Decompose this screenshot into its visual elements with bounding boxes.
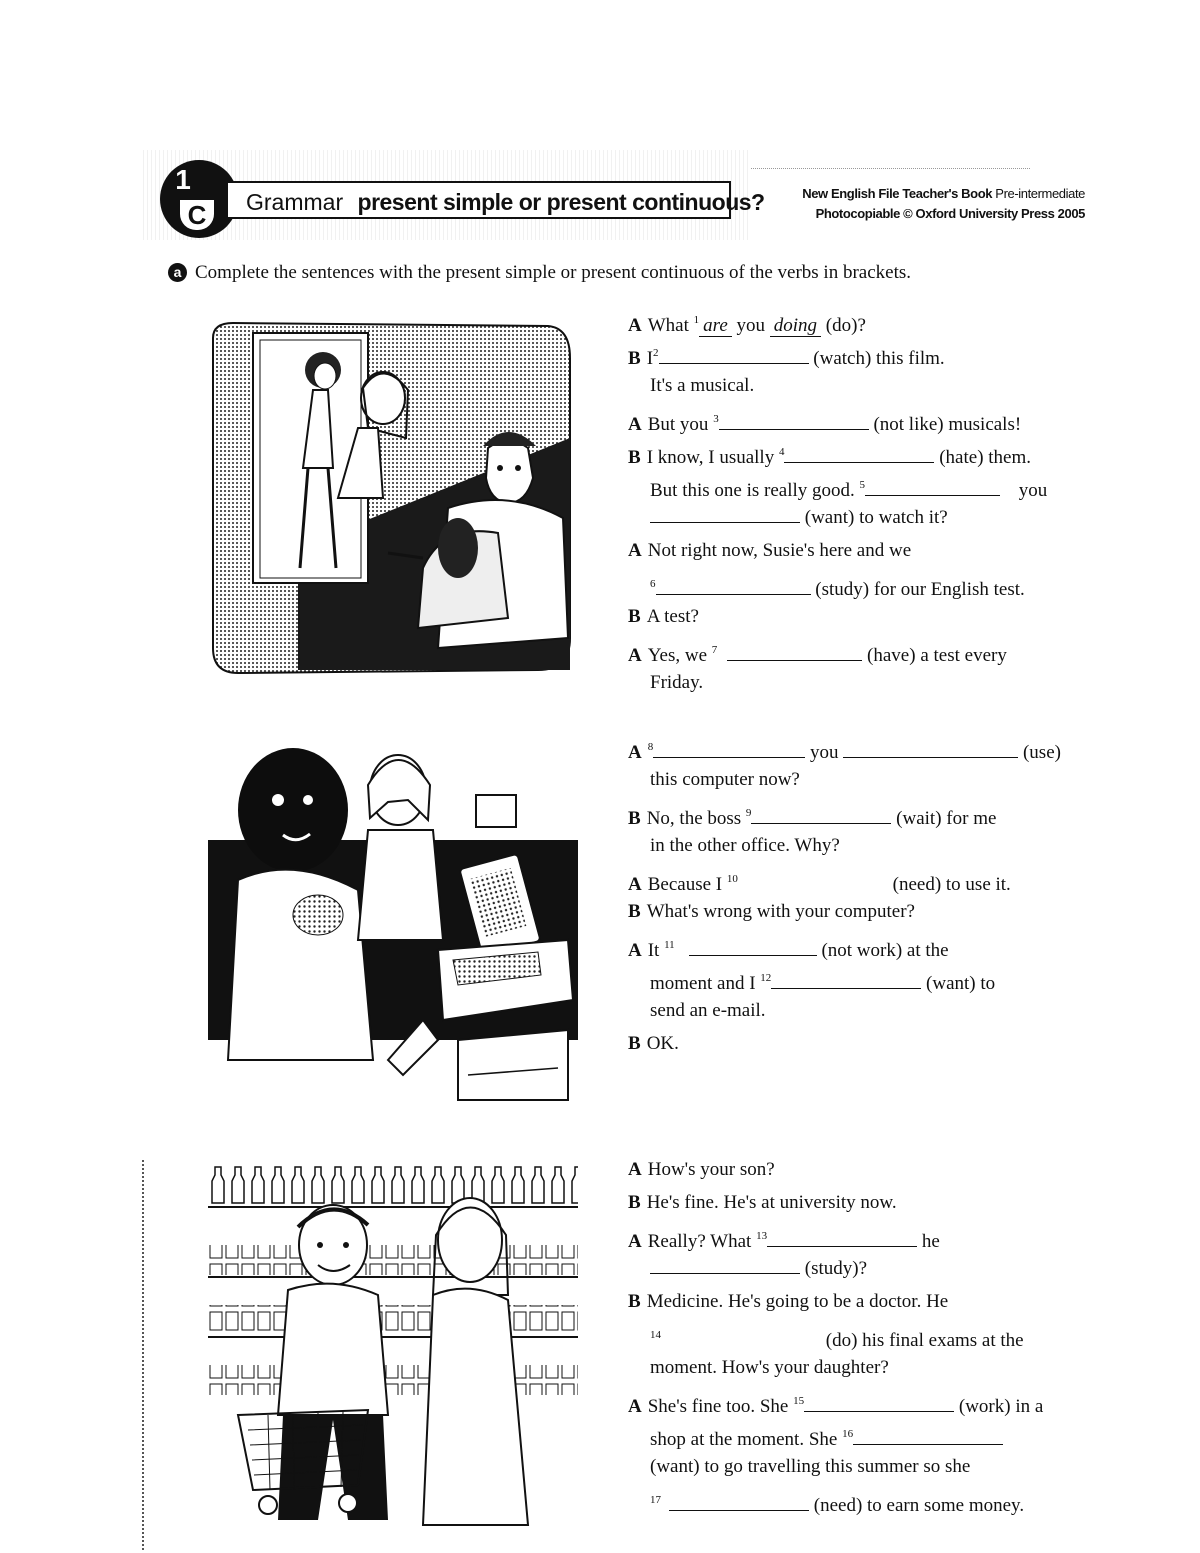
dialogue3-line-6 bbox=[650, 1323, 1024, 1353]
line-text: But you bbox=[647, 414, 709, 435]
answer-blank-13b[interactable] bbox=[650, 1257, 800, 1274]
speaker-label: A bbox=[628, 645, 642, 666]
speaker-label: A bbox=[628, 1396, 642, 1417]
credit-line-1 bbox=[745, 186, 1085, 201]
item-number: 15 bbox=[793, 1395, 805, 1407]
answer-blank-8b[interactable] bbox=[843, 741, 1018, 758]
speaker-label: B bbox=[628, 1033, 641, 1054]
title-text: present simple or present continuous? bbox=[357, 189, 765, 215]
speaker-label: A bbox=[628, 874, 642, 895]
verb-hint: (work) in a bbox=[958, 1396, 1044, 1417]
dialogue2-line-1 bbox=[628, 735, 1061, 765]
item-number: 14 bbox=[650, 1329, 661, 1341]
dialogue1-line-5 bbox=[628, 440, 1031, 470]
item-number: 8 bbox=[647, 741, 654, 753]
item-number: 13 bbox=[756, 1230, 768, 1242]
line-text: shop at the moment. She bbox=[650, 1429, 838, 1450]
verb-hint: (watch) this film. bbox=[813, 348, 945, 369]
answer-blank-5a[interactable] bbox=[865, 479, 1000, 496]
speaker-label: B bbox=[628, 808, 641, 829]
line-text: Yes, we bbox=[647, 645, 708, 666]
speaker-label: B bbox=[628, 1192, 641, 1213]
verb-hint: (do) his final exams at the bbox=[825, 1330, 1024, 1351]
dialogue3-line-5 bbox=[628, 1290, 948, 1314]
dialogue2-line-2: this computer now? bbox=[650, 769, 800, 790]
dialogue1-line-7 bbox=[650, 506, 948, 530]
instruction-text: Complete the sentences with the present simple or present continuous of the verbs in brackets. bbox=[195, 262, 912, 283]
exercise-instruction bbox=[168, 262, 911, 284]
line-text: What bbox=[647, 315, 689, 336]
answer-blank-17[interactable] bbox=[669, 1494, 809, 1511]
cartoon-living-room bbox=[208, 318, 578, 678]
example-answer-2: doing bbox=[770, 315, 821, 337]
dialogue1-line-12: Friday. bbox=[650, 672, 704, 693]
verb-hint: (need) to use it. bbox=[892, 874, 1011, 895]
line-text: How's your son? bbox=[647, 1159, 775, 1180]
verb-hint: (need) to earn some money. bbox=[813, 1495, 1025, 1516]
answer-blank-11[interactable] bbox=[689, 939, 817, 956]
line-text: She's fine too. She bbox=[647, 1396, 789, 1417]
line-text: Really? What bbox=[647, 1231, 752, 1252]
dialogue3-line-4 bbox=[650, 1257, 867, 1281]
dialogue1-line-1 bbox=[628, 308, 866, 338]
line-text: you bbox=[809, 742, 839, 763]
line-text: He's fine. He's at university now. bbox=[646, 1192, 897, 1213]
item-number: 7 bbox=[711, 644, 718, 656]
dialogue2-line-3 bbox=[628, 801, 996, 831]
verb-hint: (use) bbox=[1022, 742, 1061, 763]
verb-hint: (want) to watch it? bbox=[804, 507, 948, 528]
speaker-label: A bbox=[628, 540, 642, 561]
line-text: you bbox=[1018, 480, 1048, 501]
item-number: 2 bbox=[653, 347, 659, 359]
speaker-label: A bbox=[628, 1159, 642, 1180]
line-text: you bbox=[736, 315, 766, 336]
item-number: 5 bbox=[859, 479, 866, 491]
answer-blank-7[interactable] bbox=[727, 644, 862, 661]
dialogue1-line-10 bbox=[628, 605, 699, 629]
speaker-label: B bbox=[628, 348, 641, 369]
credit-line-2: Photocopiable © Oxford University Press 2005 bbox=[815, 206, 1085, 221]
line-text: I bbox=[646, 348, 654, 369]
item-number: 11 bbox=[664, 939, 675, 951]
line-text: No, the boss bbox=[646, 808, 742, 829]
dialogue3-line-9 bbox=[650, 1422, 1003, 1452]
speaker-label: A bbox=[628, 742, 642, 763]
margin-dotted-line bbox=[142, 1160, 146, 1550]
answer-blank-15[interactable] bbox=[804, 1395, 954, 1412]
answer-blank-6[interactable] bbox=[656, 578, 811, 595]
line-text: A test? bbox=[646, 606, 699, 627]
verb-hint: (do)? bbox=[825, 315, 866, 336]
verb-hint: (hate) them. bbox=[939, 447, 1032, 468]
dialogue1-line-8 bbox=[628, 539, 911, 563]
line-text: I know, I usually bbox=[646, 447, 775, 468]
line-text: Because I bbox=[647, 874, 723, 895]
living-room-illustration bbox=[208, 318, 578, 678]
unit-letter: C bbox=[180, 200, 214, 230]
dialogue3-line-10: (want) to go travelling this summer so she bbox=[650, 1456, 971, 1477]
cartoon-office bbox=[208, 740, 578, 1105]
dialogue2-line-10 bbox=[628, 1032, 679, 1056]
speaker-label: B bbox=[628, 1291, 641, 1312]
speaker-label: B bbox=[628, 606, 641, 627]
line-text: he bbox=[921, 1231, 940, 1252]
exercise-marker: a bbox=[168, 263, 187, 282]
line-text: But this one is really good. bbox=[650, 480, 855, 501]
verb-hint: (study)? bbox=[804, 1258, 868, 1279]
unit-badge bbox=[160, 160, 238, 238]
speaker-label: A bbox=[628, 940, 642, 961]
dialogue2-line-7 bbox=[628, 933, 949, 963]
speaker-label: A bbox=[628, 1231, 642, 1252]
grammar-label: Grammar bbox=[246, 189, 344, 215]
credit-level: Pre-intermediate bbox=[995, 186, 1085, 201]
dialogue3-line-1 bbox=[628, 1158, 775, 1182]
dialogue2-line-4: in the other office. Why? bbox=[650, 835, 840, 856]
cartoon-supermarket bbox=[208, 1165, 578, 1535]
dialogue3-line-2 bbox=[628, 1191, 897, 1215]
item-number: 3 bbox=[713, 413, 719, 425]
line-text: moment and I bbox=[650, 973, 756, 994]
answer-blank-5b[interactable] bbox=[650, 506, 800, 523]
item-number: 10 bbox=[726, 873, 738, 885]
dialogue3-line-3 bbox=[628, 1224, 940, 1254]
page-title bbox=[228, 181, 765, 219]
credit-book-title: New English File Teacher's Book bbox=[802, 186, 993, 201]
verb-hint: (want) to bbox=[926, 973, 996, 994]
answer-blank-9[interactable] bbox=[751, 807, 891, 824]
dialogue1-line-4 bbox=[628, 407, 1021, 437]
line-text: It bbox=[647, 940, 660, 961]
item-number: 1 bbox=[693, 314, 700, 326]
dialogue1-line-3: It's a musical. bbox=[650, 375, 755, 396]
unit-number: 1 bbox=[175, 164, 191, 195]
dialogue3-line-7: moment. How's your daughter? bbox=[650, 1357, 889, 1378]
dialogue3-line-11 bbox=[650, 1488, 1024, 1518]
supermarket-illustration bbox=[208, 1165, 578, 1535]
dialogue2-line-9: send an e-mail. bbox=[650, 1000, 766, 1021]
dialogue1-line-2 bbox=[628, 341, 945, 371]
speaker-label: B bbox=[628, 447, 641, 468]
item-number: 9 bbox=[745, 807, 752, 819]
verb-hint: (have) a test every bbox=[867, 645, 1007, 666]
dialogue2-line-5 bbox=[628, 867, 1011, 897]
line-text: What's wrong with your computer? bbox=[646, 901, 915, 922]
item-number: 12 bbox=[760, 972, 772, 984]
answer-blank-2[interactable] bbox=[659, 347, 809, 364]
answer-blank-8a[interactable] bbox=[653, 741, 805, 758]
dialogue1-line-9 bbox=[650, 572, 1025, 602]
verb-hint: (study) for our English test. bbox=[815, 579, 1025, 600]
dialogue1-line-11 bbox=[628, 638, 1007, 668]
line-text: OK. bbox=[646, 1033, 679, 1054]
dialogue1-line-6 bbox=[650, 473, 1047, 503]
item-number: 17 bbox=[650, 1494, 661, 1506]
line-text: Not right now, Susie's here and we bbox=[647, 540, 912, 561]
verb-hint: (not work) at the bbox=[821, 940, 949, 961]
dialogue3-line-8 bbox=[628, 1389, 1043, 1419]
item-number: 6 bbox=[650, 578, 656, 590]
office-illustration bbox=[208, 740, 578, 1105]
item-number: 16 bbox=[842, 1428, 854, 1440]
line-text: Medicine. He's going to be a doctor. He bbox=[646, 1291, 949, 1312]
speaker-label: B bbox=[628, 901, 641, 922]
verb-hint: (not like) musicals! bbox=[873, 414, 1022, 435]
speaker-label: A bbox=[628, 315, 642, 336]
example-answer-1: are bbox=[699, 315, 732, 337]
verb-hint: (wait) for me bbox=[896, 808, 997, 829]
answer-blank-3[interactable] bbox=[719, 413, 869, 430]
answer-blank-13a[interactable] bbox=[767, 1230, 917, 1247]
dialogue2-line-6 bbox=[628, 900, 915, 924]
dialogue2-line-8 bbox=[650, 966, 995, 996]
answer-blank-12[interactable] bbox=[771, 972, 921, 989]
speaker-label: A bbox=[628, 414, 642, 435]
answer-blank-4[interactable] bbox=[784, 446, 934, 463]
item-number: 4 bbox=[778, 446, 785, 458]
answer-blank-16[interactable] bbox=[853, 1428, 1003, 1445]
